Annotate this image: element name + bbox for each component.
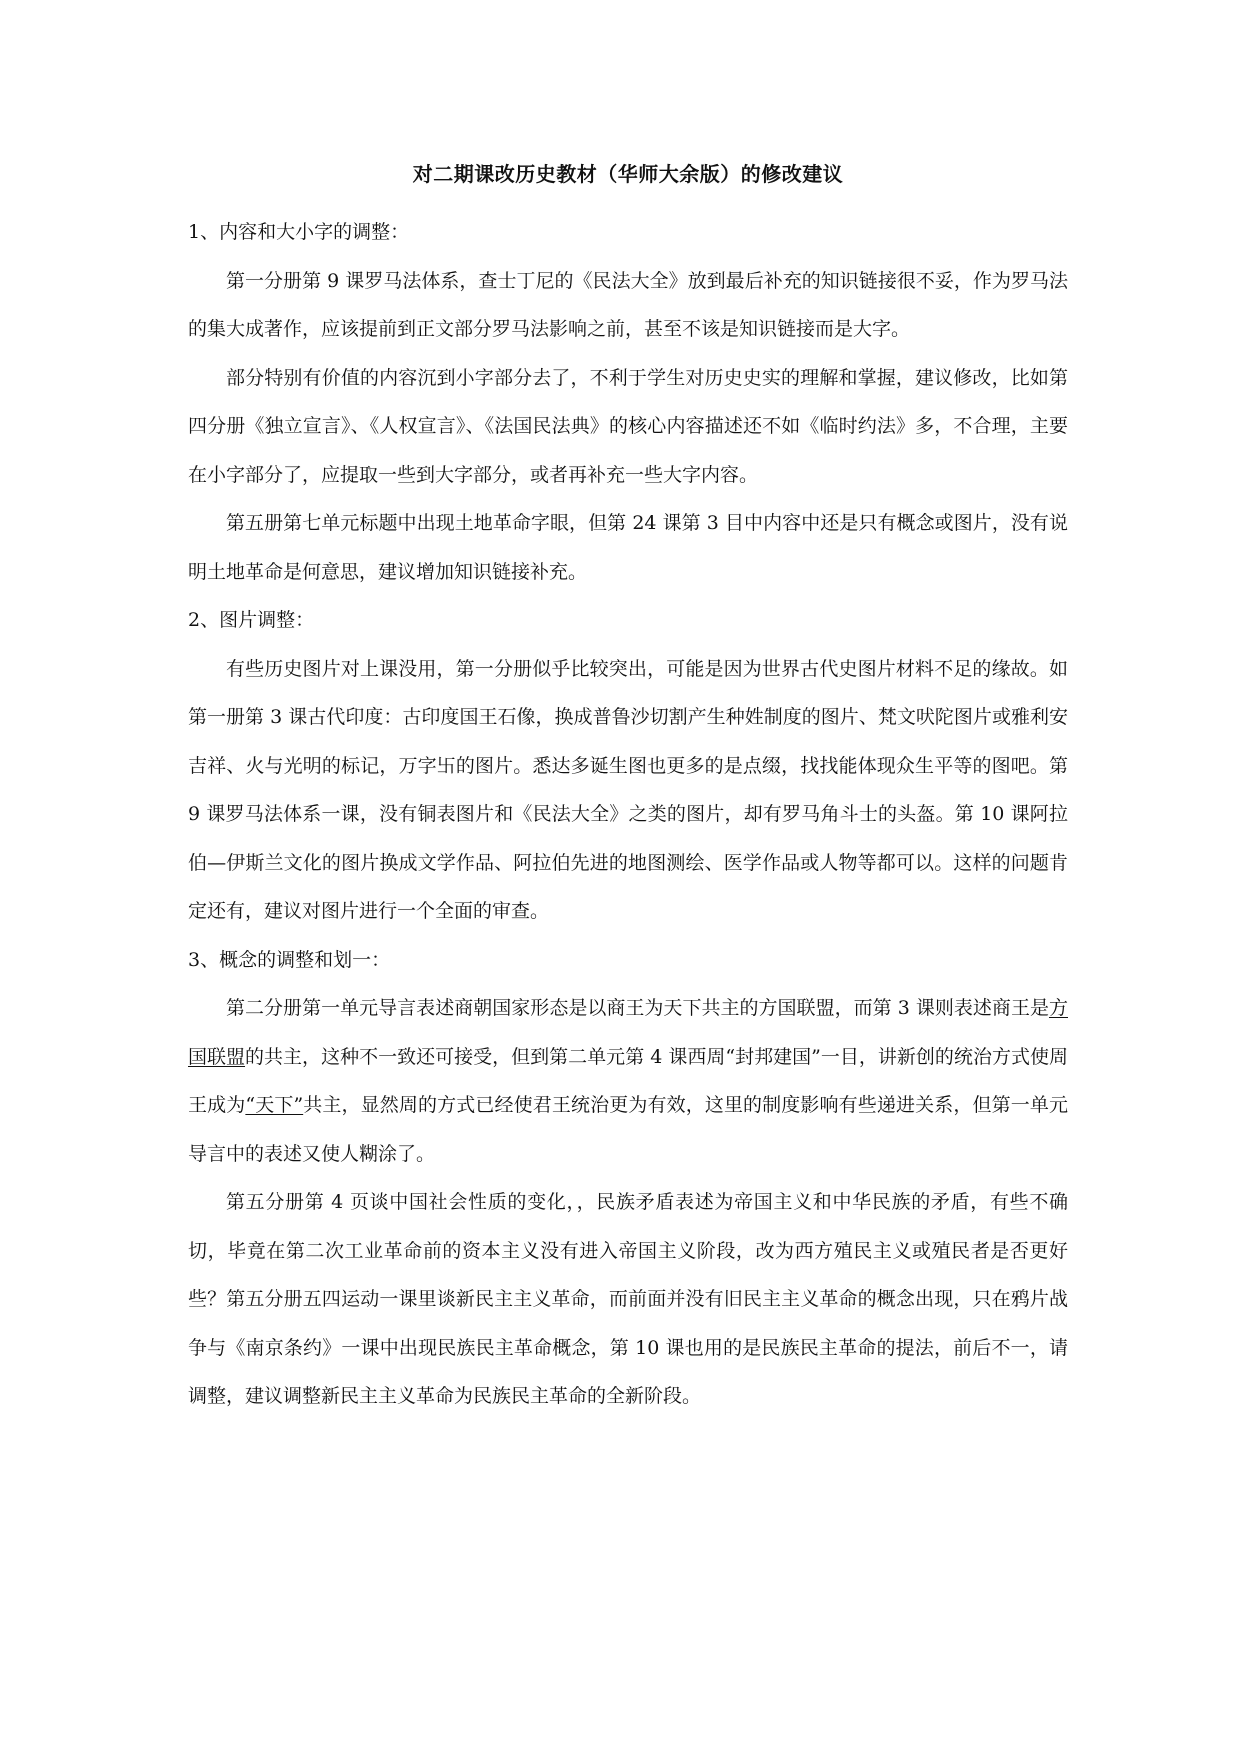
underlined-term: 方国联盟: [188, 997, 1068, 1068]
section-heading: 2、图片调整：: [188, 609, 315, 631]
section-content-adjustment: [188, 208, 1068, 596]
paragraph: [188, 984, 1068, 1178]
paragraph: 第五分册第 4 页谈中国社会性质的变化，，民族矛盾表述为帝国主义和中华民族的矛盾，有些不确切，毕竟在第二次工业革命前的资本主义没有进入帝国主义阶段，改为西方殖民主义或殖民者是否更好些？第五分册五四运动一课里谈新民主主义革命，而前面并没有旧民主主义革命的概念出现，只在鸦片战争与《南京条约》一课中出现民族民主革命概念，第 10 课也用的是民族民主革命的提法，前后不一，请调整，建议调整新民主主义革命为民族民主革命的全新阶段。: [188, 1191, 1068, 1407]
paragraph: 第一分册第 9 课罗马法体系，查士丁尼的《民法大全》放到最后补充的知识链接很不妥，作为罗马法的集大成著作，应该提前到正文部分罗马法影响之前，甚至不该是知识链接而是大字。: [188, 269, 1068, 340]
section-concept-adjustment: [188, 936, 1068, 1421]
paragraph-text: 的共主，这种不一致还可接受，但到第二单元第 4 课西周“封邦建国”一目，讲新创的统治方式使周王成为: [188, 1045, 1068, 1116]
document-page: [188, 160, 1068, 1421]
document-title: 对二期课改历史教材（华师大余版）的修改建议: [412, 162, 844, 186]
underlined-term: “天下”: [245, 1094, 304, 1116]
section-image-adjustment: [188, 596, 1068, 936]
section-heading: 1、内容和大小字的调整：: [188, 221, 410, 243]
section-heading: 3、概念的调整和划一：: [188, 948, 391, 971]
paragraph: 第五册第七单元标题中出现土地革命字眼，但第 24 课第 3 目中内容中还是只有概念或图片，没有说明土地革命是何意思，建议增加知识链接补充。: [188, 512, 1068, 583]
paragraph: 有些历史图片对上课没用，第一分册似乎比较突出，可能是因为世界古代史图片材料不足的缘故。如第一册第 3 课古代印度：古印度国王石像，换成普鲁沙切割产生种姓制度的图片、梵文吠陀图片或雅利安吉祥、火与光明的标记，万字卐的图片。悉达多诞生图也更多的是点缀，找找能体现众生平等的图吧。第 9 课罗马法体系一课，没有铜表图片和《民法大全》之类的图片，却有罗马角斗士的头盔。第 10 课阿拉伯—伊斯兰文化的图片换成文学作品、阿拉伯先进的地图测绘、医学作品或人物等都可以。这样的问题肯定还有，建议对图片进行一个全面的审查。: [188, 657, 1068, 922]
paragraph-text: 第二分册第一单元导言表述商朝国家形态是以商王为天下共主的方国联盟，而第 3 课则表述商王是: [226, 997, 1049, 1019]
paragraph-text: 共主，显然周的方式已经使君王统治更为有效，这里的制度影响有些递进关系，但第一单元导言中的表述又使人糊涂了。: [188, 1094, 1068, 1165]
paragraph: 部分特别有价值的内容沉到小字部分去了，不利于学生对历史史实的理解和掌握，建议修改，比如第四分册《独立宣言》、《人权宣言》、《法国民法典》的核心内容描述还不如《临时约法》多，不合理，主要在小字部分了，应提取一些到大字部分，或者再补充一些大字内容。: [188, 366, 1068, 486]
